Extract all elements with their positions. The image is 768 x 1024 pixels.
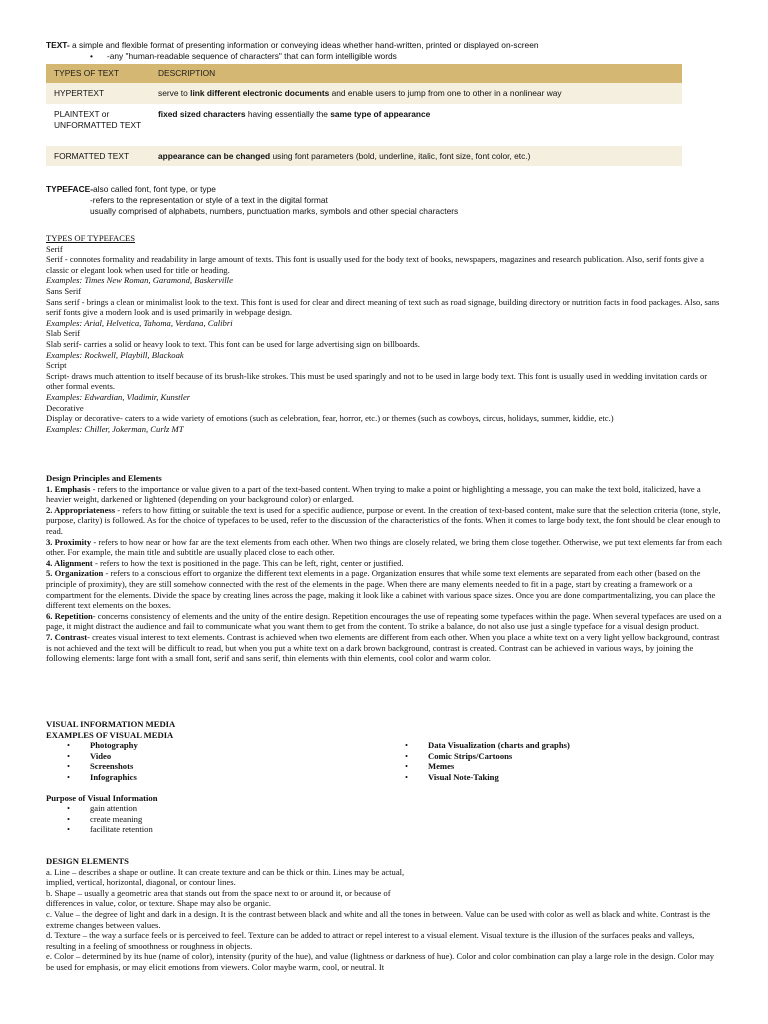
list-item: • Screenshots — [90, 761, 384, 772]
visual-media-columns — [46, 740, 722, 782]
section-heading: Design Principles and Elements — [46, 473, 162, 483]
types-of-typefaces — [46, 233, 722, 434]
principle-item — [46, 611, 722, 632]
table-cell-description — [150, 104, 682, 146]
list-item: • Video — [90, 751, 384, 762]
desc-text: using font parameters (bold, underline, italic, font size, font color, etc.) — [270, 151, 531, 161]
typeface-name: Decorative — [46, 402, 84, 413]
list-item: • gain attention — [90, 803, 722, 814]
list-item: • Comic Strips/Cartoons — [428, 751, 722, 762]
typeface-examples: Examples: Rockwell, Playbill, Blackoak — [46, 349, 184, 360]
list-item: • facilitate retention — [90, 824, 722, 835]
table-cell-type: HYPERTEXT — [46, 83, 150, 104]
principle-label: 1. Emphasis — [46, 483, 91, 494]
table-cell-description — [150, 146, 682, 166]
table-cell-type: PLAINTEXT or UNFORMATTED TEXT — [46, 104, 150, 146]
element-line: differences in value, color, or texture. Shape may also be organic. — [46, 898, 272, 909]
text-definition-body: a simple and flexible format of presenting information or conveying ideas whether hand-written, printed or displayed on-screen — [69, 40, 539, 50]
typeface-body: also called font, font type, or type — [93, 184, 216, 194]
table-row — [46, 146, 682, 166]
typeface-definition — [46, 184, 726, 217]
desc-text: serve to — [158, 88, 191, 98]
list-item: • Infographics — [90, 772, 384, 783]
table-header-description: DESCRIPTION — [150, 64, 682, 83]
principle-label: 4. Alignment — [46, 557, 93, 568]
principle-item — [46, 558, 722, 569]
table-header-row — [46, 64, 682, 83]
element-line: a. Line – describes a shape or outline. It can create texture and can be thick or thin. Lines may be actual, — [46, 866, 405, 877]
typeface-name: Script — [46, 360, 67, 371]
section-heading: DESIGN ELEMENTS — [46, 856, 129, 866]
desc-bold: appearance can be changed — [158, 151, 271, 161]
text-definition-line2 — [46, 51, 726, 62]
typeface-term: TYPEFACE- — [46, 184, 93, 194]
typeface-desc: Display or decorative- caters to a wide variety of emotions (such as celebration, fear, horror, etc.) or themes (such as cowboys, circus, holidays, summer, kiddie, etc.) — [46, 413, 614, 424]
text-definition — [46, 40, 726, 62]
principle-text: - concerns consistency of elements and the unity of the entire design. Repetition encourages the use of repeating some typefaces within the page. When several typefaces are used on a page, it might distract the audience and fail to communicate what you want them to get from the content. To strike a balance, do not also use just a single typeface for a visual design product. — [46, 610, 722, 632]
list-item: • Memes — [428, 761, 722, 772]
typeface-name: Serif — [46, 243, 63, 254]
principle-item — [46, 537, 722, 558]
table-cell-description — [150, 83, 682, 104]
typeface-line2: -refers to the representation or style of a text in the digital format — [90, 195, 328, 205]
desc-text: having essentially the — [245, 109, 331, 119]
purpose-list — [46, 803, 722, 835]
principle-label: 3. Proximity — [46, 536, 92, 547]
typeface-examples: Examples: Times New Roman, Garamond, Baskerville — [46, 275, 233, 286]
typeface-examples: Examples: Arial, Helvetica, Tahoma, Verdana, Calibri — [46, 317, 233, 328]
list-item: • create meaning — [90, 814, 722, 825]
typeface-examples: Examples: Edwardian, Vladimir, Kunstler — [46, 391, 191, 402]
principle-label: 6. Repetition — [46, 610, 93, 621]
desc-bold: same type of appearance — [330, 109, 431, 119]
principle-item — [46, 632, 722, 664]
types-of-text-table — [46, 64, 682, 166]
typeface-examples: Examples: Chiller, Jokerman, Curlz MT — [46, 423, 184, 434]
principle-label: 5. Organization — [46, 568, 104, 579]
principle-text: - creates visual interest to text elements. Contrast is achieved when two elements are different from each other. When you place a white text on a very light yellow background, contrast is not achieved and the text will be difficult to read, but when you put a white text on a dark brown background, contrast is created. Contrast can be achieved in various ways, by joining the following elements: large font with a small font, serif and sans serif, thin elements with thin elements, cool color and warm color. — [46, 631, 720, 664]
text-definition-sub: -any "human-readable sequence of characters" that can form intelligible words — [106, 51, 397, 61]
element-line: c. Value – the degree of light and dark in a design. It is the contrast between black and white and all the tones in between. Value can be used with color as well as black and white. Contrast is the extreme changes between values. — [46, 908, 711, 930]
list-item: • Photography — [90, 740, 384, 751]
list-item: • Data Visualization (charts and graphs) — [428, 740, 722, 751]
list-item: • Visual Note-Taking — [428, 772, 722, 783]
desc-text: and enable users to jump from one to other in a nonlinear way — [329, 88, 562, 98]
typeface-line3: usually comprised of alphabets, numbers, punctuation marks, symbols and other special characters — [90, 206, 459, 216]
element-line: b. Shape – usually a geometric area that stands out from the space next to or around it, or because of — [46, 887, 391, 898]
table-cell-type: FORMATTED TEXT — [46, 146, 150, 166]
desc-bold: fixed sized characters — [158, 109, 246, 119]
section-subheading: EXAMPLES OF VISUAL MEDIA — [46, 729, 174, 740]
visual-media-list-left — [46, 740, 384, 782]
typeface-line1 — [46, 184, 726, 195]
principle-text: - refers to the importance or value given to a part of the text-based content. When trying to make a point or highlighting a message, you can make the text bold, italicized, have a heavier weight, darkened or lightened (depending on your background color) or enlarged. — [46, 483, 701, 505]
visual-information-media — [46, 719, 722, 835]
desc-bold: link different electronic documents — [190, 88, 330, 98]
principle-label: 2. Appropriateness — [46, 504, 116, 515]
element-line: d. Texture – the way a surface feels or is perceived to feel. Texture can be added to attract or repel interest to a visual element. Visual texture is the illusion of the surfaces peaks and valleys, resulting in a feeling of smoothness or roughness in objects. — [46, 930, 695, 951]
section-heading: TYPES OF TYPEFACES — [46, 233, 135, 243]
principle-text: - refers to how fitting or suitable the text is used for a specific audience, purpose or event. In the creation of text-based content, make sure that the selection criteria (tone, style, purpose, clarity) is followed. As for the choice of typefaces to be used, refer to the discussion of the characteristics of the fonts. When it comes to large body text, the font should be clear enough to read. — [46, 504, 721, 536]
principle-text: - refers to a conscious effort to organize the different text elements in a page. Organization ensures that while some text elements are separated from each other (based on the principle of proximity), they are still somehow connected with the rest of the elements in the page. When there are many elements needed to fit in a page, start by creating a framework or a compartment for the elements. Divide the space by creating lines across the page, making it look like a cabinet with various space sizes. Once you are done compartmentalizing, you can place the different text elements on the boxes. — [46, 568, 716, 611]
typeface-name: Sans Serif — [46, 285, 82, 296]
text-term: TEXT- — [46, 40, 70, 50]
table-header-type: TYPES OF TEXT — [46, 64, 150, 83]
visual-media-list-right — [384, 740, 722, 782]
design-principles — [46, 473, 722, 664]
table-row — [46, 83, 682, 104]
bullet: • — [90, 51, 93, 61]
element-line: e. Color – determined by its hue (name of color), intensity (purity of the hue), and value (lightness or darkness of hue). Color and color combination can play a large role in the design. Color may be used for emphasis, or may elicit emotions from viewers. Color maybe warm, cool, or neutral. It — [46, 951, 715, 972]
typeface-desc: Serif - connotes formality and readability in large amount of texts. This font is usually used for the body text of books, newspapers, magazines and research publication. Also, serif fonts give a classic or elegant look when used for title or heading. — [46, 254, 704, 275]
typeface-desc: Slab serif- carries a solid or heavy look to text. This font can be used for large advertising sign on billboards. — [46, 338, 420, 349]
typeface-desc: Script- draws much attention to itself because of its brush-like strokes. This must be used sparingly and not to be used in large body text. This font is usually used in wedding invitation cards or other formal events. — [46, 370, 708, 392]
section-heading: VISUAL INFORMATION MEDIA — [46, 719, 176, 729]
principle-item — [46, 484, 722, 505]
principle-item — [46, 505, 722, 537]
principle-label: 7. Contrast — [46, 631, 88, 642]
element-line: implied, vertical, horizontal, diagonal, or contour lines. — [46, 877, 236, 888]
typeface-name: Slab Serif — [46, 328, 81, 339]
principle-text: - refers to how near or how far are the text elements from each other. When two things are closely related, we bring them close together. Otherwise, we put text elements far from each other. For example, the main title and subtitle are usually placed close to each other. — [46, 536, 722, 558]
table-row — [46, 104, 682, 146]
purpose-heading: Purpose of Visual Information — [46, 792, 158, 803]
text-definition-line — [46, 40, 726, 51]
principle-item — [46, 568, 722, 610]
principle-text: - refers to how the text is positioned in the page. This can be left, right, center or justified. — [92, 557, 404, 568]
typeface-desc: Sans serif - brings a clean or minimalist look to the text. This font is used for clear and direct meaning of text such as road signage, building directory or nutrition facts in food packages. Also, sans serif fonts give a modern look and is used primarily in webpage design. — [46, 296, 720, 318]
design-elements — [46, 856, 722, 973]
